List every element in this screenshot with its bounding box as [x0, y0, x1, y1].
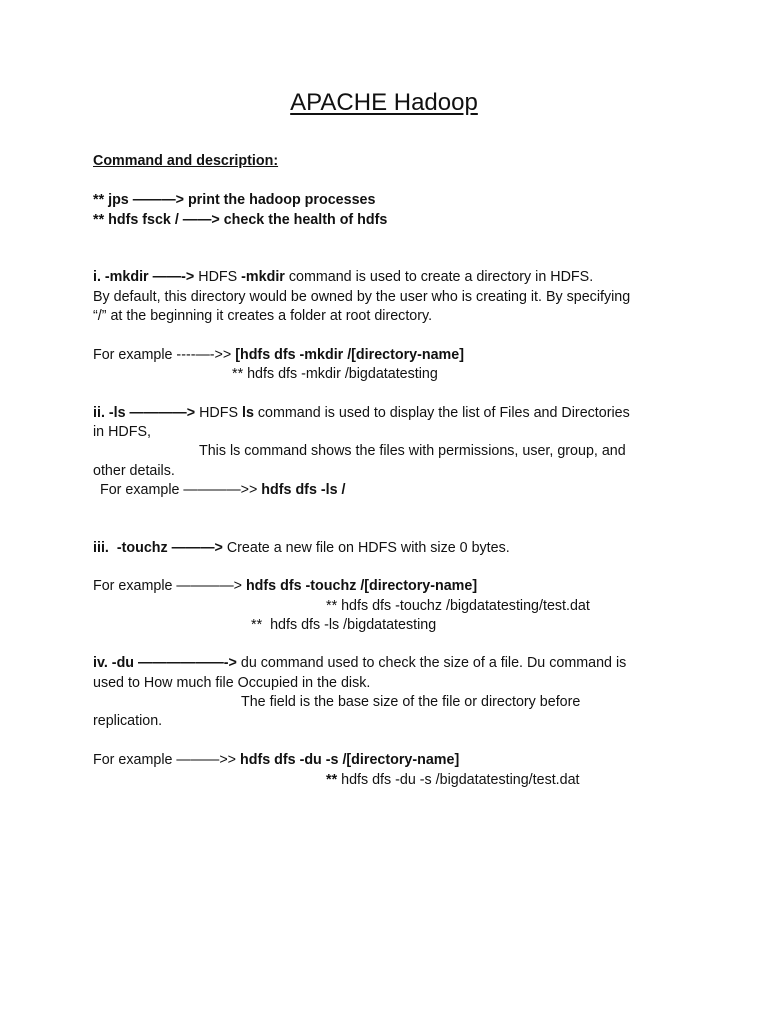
mkdir-desc-line-2: By default, this directory would be owned by the user who is creating it. By specifying	[93, 289, 631, 305]
ls-text-1: HDFS	[199, 405, 242, 421]
ls-example	[100, 481, 346, 500]
ls-example-command: hdfs dfs -ls /	[261, 482, 346, 498]
touchz-title-line	[93, 539, 510, 558]
touchz-example-3: ** hdfs dfs -ls /bigdatatesting	[251, 617, 437, 633]
touchz-example-command: hdfs dfs -touchz /[directory-name]	[245, 578, 478, 594]
mkdir-text-2: command is used to create a directory in HDFS.	[284, 269, 594, 285]
jps-line: ** jps ———> print the hadoop processes	[93, 192, 376, 208]
ls-example-label: For example ————>>	[100, 482, 262, 498]
touchz-heading: iii. -touchz ———>	[93, 540, 227, 556]
du-example-label: For example ———>>	[93, 752, 240, 768]
du-text-1: du command used to check the size of a file. Du command is	[240, 655, 627, 671]
mkdir-example	[93, 346, 464, 365]
mkdir-title-line	[93, 268, 593, 287]
mkdir-example-command: [hdfs dfs -mkdir /[directory-name]	[235, 347, 464, 363]
ls-desc-line-4: other details.	[93, 463, 175, 479]
du-example-2	[326, 771, 580, 790]
mkdir-example-label: For example ----—->>	[93, 347, 236, 363]
ls-desc-line-2: in HDFS,	[93, 424, 151, 440]
fsck-line: ** hdfs fsck / ——> check the health of hdfs	[93, 212, 388, 228]
ls-text-2: command is used to display the list of Files and Directories	[253, 405, 630, 421]
ls-heading: ii. -ls ————>	[93, 405, 200, 421]
ls-command: ls	[241, 405, 254, 421]
mkdir-desc-line-3: “/” at the beginning it creates a folder at root directory.	[93, 308, 433, 324]
section-heading: Command and description:	[93, 153, 279, 169]
mkdir-text-1: HDFS	[198, 269, 242, 285]
touchz-text-1: Create a new file on HDFS with size 0 bytes.	[226, 540, 510, 556]
du-heading: iv. -du ——————->	[93, 655, 241, 671]
touchz-example	[93, 577, 477, 596]
ls-title-line	[93, 404, 630, 423]
mkdir-heading: i. -mkdir ——->	[93, 269, 199, 285]
du-desc-line-2: used to How much file Occupied in the disk.	[93, 675, 371, 691]
du-title-line	[93, 654, 626, 673]
mkdir-example-2: ** hdfs dfs -mkdir /bigdatatesting	[232, 366, 438, 382]
du-desc-line-3: The field is the base size of the file or directory before	[241, 694, 581, 710]
du-example	[93, 751, 459, 770]
du-example-command: hdfs dfs -du -s /[directory-name]	[240, 752, 460, 768]
du-example-2-stars: **	[326, 772, 338, 788]
touchz-example-label: For example ————>	[93, 578, 246, 594]
du-desc-line-4: replication.	[93, 713, 163, 729]
page-title: APACHE Hadoop	[290, 89, 478, 116]
touchz-example-2: ** hdfs dfs -touchz /bigdatatesting/test.dat	[326, 598, 590, 614]
mkdir-command: -mkdir	[241, 269, 285, 285]
ls-desc-line-3: This ls command shows the files with permissions, user, group, and	[199, 443, 626, 459]
du-example-2-text: hdfs dfs -du -s /bigdatatesting/test.dat	[337, 772, 580, 788]
